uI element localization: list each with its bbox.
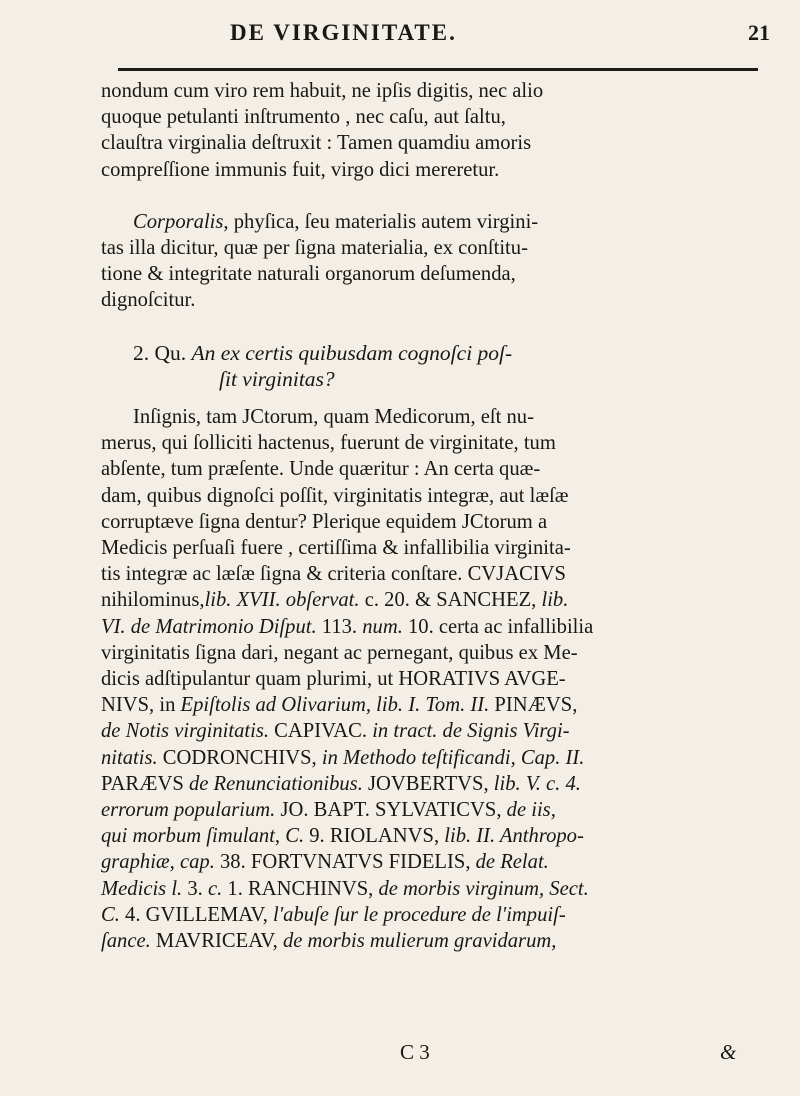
text-run: JO. BAPT. SYLVATICVS, [275,799,507,822]
text-line: compreſſione immunis fuit, virgo dici mereretur. [101,158,500,181]
citation: de morbis virginum, Sect. [378,877,589,900]
text-line [101,692,761,718]
citation: de iis, [506,799,556,822]
text-run: JOVBERTVS, [362,772,494,795]
text-run: NIVS, in [101,694,181,717]
citation: lib. XVII. obſervat. [204,589,360,612]
text-run: 4. GVILLEMAV, [119,903,274,926]
text-run: nihilominus, [101,589,205,612]
text-line: corruptæve ſigna dentur? Plerique equidem JCtorum a [101,510,548,533]
text-run: CAPIVAC. [269,720,373,743]
paragraph-3 [101,404,761,954]
text-line: tas illa dicitur, quæ per ſigna materialia, ex conſtitu- [101,237,528,260]
citation: VI. de Matrimonio Diſput. [101,615,317,638]
text-line: tis integræ ac læſæ ſigna & criteria conſtare. CVJACIVS [101,563,566,586]
text-line: tione & integritate naturali organorum deſumenda, [101,263,516,286]
body-text [101,78,761,954]
text-line: dignoſcitur. [101,289,196,312]
running-title: DE VIRGINITATE. [230,20,457,45]
text-run: 1. RANCHINVS, [222,877,379,900]
paragraph-1 [101,78,761,183]
citation: num. [362,615,403,638]
text-line: clauſtra virginalia deſtruxit : Tamen quamdiu amoris [101,132,532,155]
text-line: quoque petulanti inſtrumento , nec caſu, aut ſaltu, [101,106,506,129]
text-run: PARÆVS [101,772,189,795]
question-line-2: ſit virginitas? [219,366,335,391]
text-line [101,745,761,771]
citation: in Methodo teſtificandi, Cap. II. [321,746,585,769]
text-line [101,849,761,875]
text-line [101,876,761,902]
text-line [101,902,761,928]
question-line-1 [101,340,761,366]
spacer [101,314,761,340]
text-line [101,209,761,235]
citation: lib. [536,589,569,612]
citation: ſance. [101,930,151,953]
text-line [101,771,761,797]
text-line [101,823,761,849]
citation: lib. II. Anthropo- [444,825,584,848]
paragraph-2 [101,209,761,314]
citation: in tract. de Signis Virgi- [372,720,570,743]
citation: lib. V. c. 4. [493,772,581,795]
text-run: c. 20. & SANCHEZ, [359,589,537,612]
text-run: 9. RIOLANVS, [304,825,445,848]
signature-mark: C 3 [400,1040,430,1064]
question-heading [101,340,761,392]
citation: l'abuſe ſur le procedure de l'impuiſ- [273,903,566,926]
text-run: , phyſica, ſeu materialis autem virgini- [223,210,539,233]
question-number: 2. Qu. [133,340,187,365]
text-run: PINÆVS, [489,694,578,717]
citation: nitatis. [101,746,158,769]
running-head [0,20,800,60]
citation: Medicis l. [101,877,183,900]
catchword: & [720,1040,737,1064]
text-run: 3. [182,877,208,900]
text-line: Inſignis, tam JCtorum, quam Medicorum, eſt nu- [133,406,534,429]
citation: c. [207,877,223,900]
citation: qui morbum ſimulant, C. [101,825,305,848]
text-run: 10. certa ac infallibilia [402,615,594,638]
citation: graphiæ, cap. [101,851,215,874]
text-run: 113. [316,615,363,638]
text-line [101,614,761,640]
text-line: virginitatis ſigna dari, negant ac pernegant, quibus ex Me- [101,641,578,664]
text-run: CODRONCHIVS, [157,746,322,769]
text-line [101,928,761,954]
citation: de Renunciationibus. [188,772,363,795]
text-line [101,797,761,823]
text-run: MAVRICEAV, [150,930,283,953]
term-corporalis: Corporalis [133,210,224,233]
text-line [101,587,761,613]
citation: C. [101,903,120,926]
citation: Epiſtolis ad Olivarium, lib. I. Tom. II. [180,694,490,717]
text-line: Medicis perſuaſi fuere , certiſſima & infallibilia virginita- [101,537,571,560]
text-line: dam, quibus dignoſci poſſit, virginitatis integræ, aut læſæ [101,484,569,507]
text-run: 38. FORTVNATVS FIDELIS, [214,851,476,874]
page-number: 21 [748,20,770,45]
text-line: abſente, tum præſente. Unde quæritur : An certa quæ- [101,458,541,481]
text-line [101,718,761,744]
citation: de morbis mulierum gravidarum, [282,930,557,953]
question-title-1: An ex certis quibusdam cognoſci poſ- [191,340,513,365]
text-line: merus, qui ſolliciti hactenus, fuerunt de virginitate, tum [101,432,556,455]
spacer [101,392,761,404]
citation: errorum popularium. [101,799,276,822]
citation: de Relat. [475,851,549,874]
header-rule [118,68,758,71]
text-line: nondum cum viro rem habuit, ne ipſis digitis, nec alio [101,80,544,102]
text-line: dicis adſtipulantur quam plurimi, ut HORATIVS AVGE- [101,668,566,691]
citation: de Notis virginitatis. [101,720,269,743]
spacer [101,183,761,209]
